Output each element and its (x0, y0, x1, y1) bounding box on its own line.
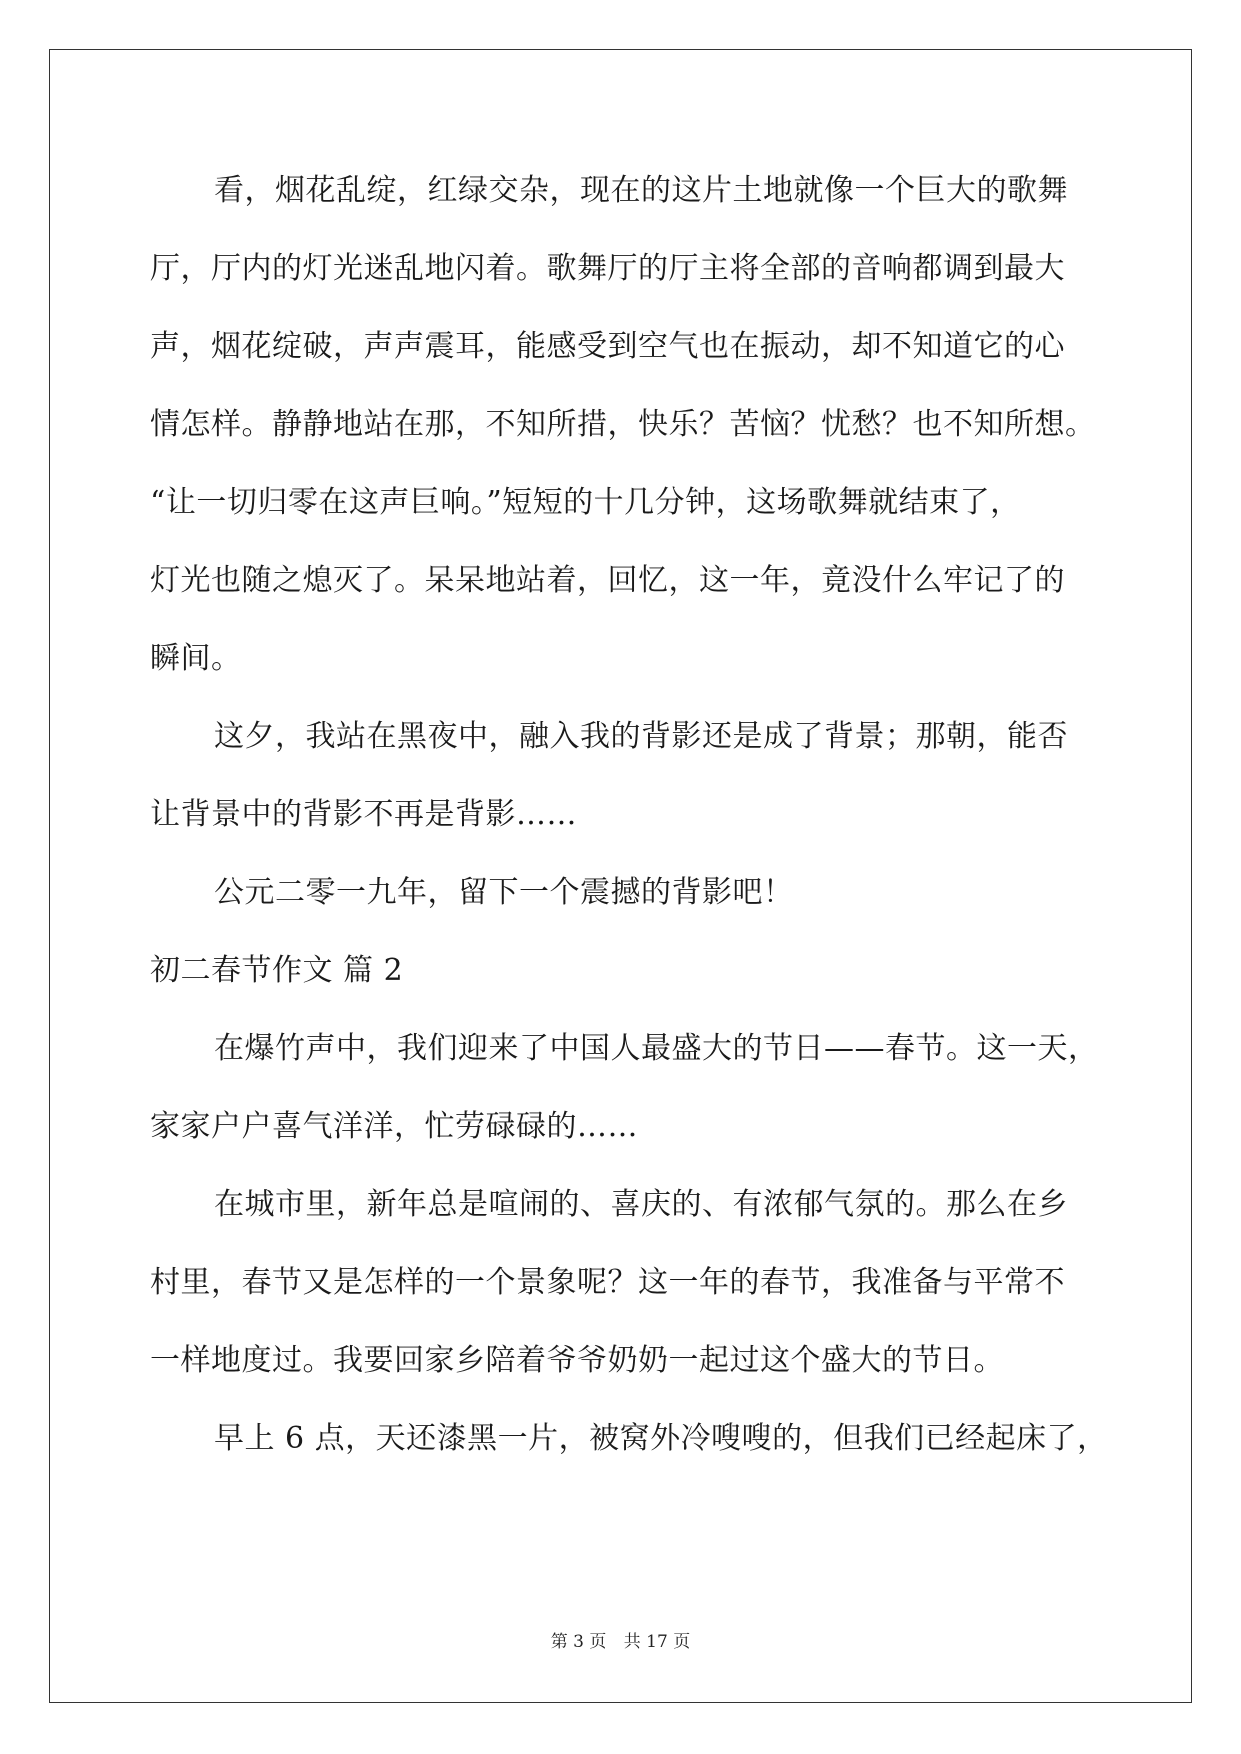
text-line: 一样地度过。我要回家乡陪着爷爷奶奶一起过这个盛大的节日。 (150, 1343, 1004, 1378)
text-line: 厅，厅内的灯光迷乱地闪着。歌舞厅的厅主将全部的音响都调到最大 (150, 251, 1065, 286)
text-line: 早上 6 点，天还漆黑一片，被窝外冷嗖嗖的，但我们已经起床了， (214, 1421, 1108, 1456)
text-line: 情怎样。静静地站在那，不知所措，快乐？苦恼？忧愁？也不知所想。 (150, 407, 1096, 442)
section-heading: 初二春节作文 篇 2 (150, 953, 404, 988)
text-line: 让背景中的背影不再是背影…… (150, 797, 577, 832)
text-line: 在爆竹声中，我们迎来了中国人最盛大的节日——春节。这一天， (214, 1031, 1099, 1066)
text-line: 公元二零一九年，留下一个震撼的背影吧！ (214, 875, 794, 910)
text-line: 在城市里，新年总是喧闹的、喜庆的、有浓郁气氛的。那么在乡 (214, 1187, 1068, 1222)
text-line: 瞬间。 (150, 641, 242, 676)
text-line: 家家户户喜气洋洋，忙劳碌碌的…… (150, 1109, 638, 1144)
page-number: 第 3 页 (550, 1632, 607, 1652)
page-total: 共 17 页 (623, 1632, 691, 1652)
page-footer (0, 1630, 1241, 1654)
text-line: 这夕，我站在黑夜中，融入我的背影还是成了背景；那朝，能否 (214, 719, 1068, 754)
text-line: 看，烟花乱绽，红绿交杂，现在的这片土地就像一个巨大的歌舞 (214, 173, 1068, 208)
text-line: 村里，春节又是怎样的一个景象呢？这一年的春节，我准备与平常不 (150, 1265, 1065, 1300)
text-line: 灯光也随之熄灭了。呆呆地站着，回忆，这一年，竟没什么牢记了的 (150, 563, 1065, 598)
text-line: 声，烟花绽破，声声震耳，能感受到空气也在振动，却不知道它的心 (150, 329, 1065, 364)
text-line: “让一切归零在这声巨响。”短短的十几分钟，这场歌舞就结束了， (150, 485, 1021, 520)
